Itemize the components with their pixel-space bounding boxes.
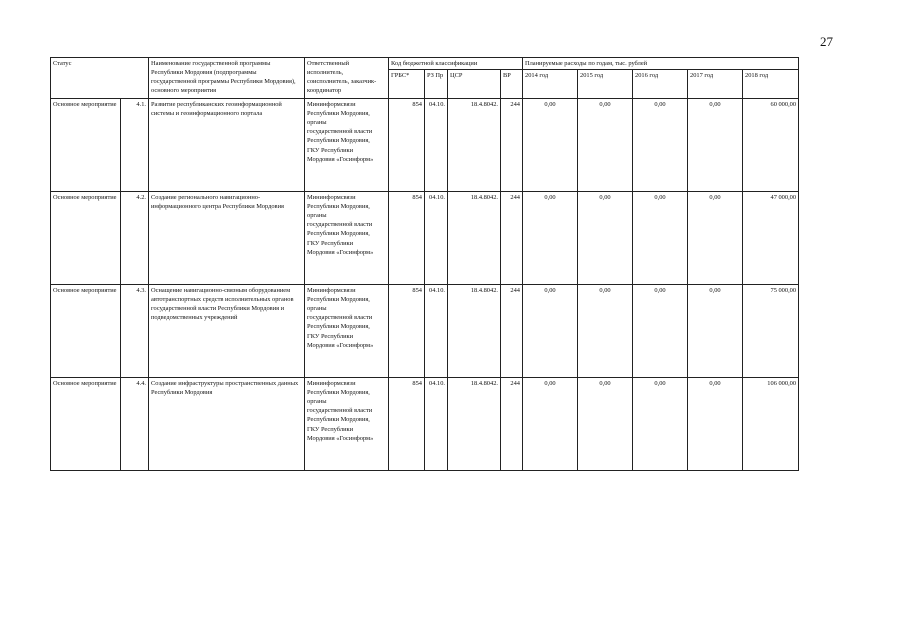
row-2017: 0,00 [688,285,743,378]
row-status: Основное мероприятие [51,192,121,285]
row-2014: 0,00 [523,378,578,471]
row-2016: 0,00 [633,192,688,285]
row-rz-pr: 04.10. [425,378,448,471]
page-number: 27 [820,34,833,49]
row-responsible [305,192,389,285]
header-budget-code: Код бюджетной классификации [389,58,523,70]
header-csr: ЦСР [448,70,501,99]
row-vr: 244 [501,192,523,285]
row-2014: 0,00 [523,99,578,192]
expenses-table [50,57,799,471]
row-2014: 0,00 [523,192,578,285]
row-vr: 244 [501,285,523,378]
row-responsible [305,378,389,471]
row-responsible-text: Мининформсвязи Республики Мордовия, органы государственной власти Республики Мордовия, ГКУ Республики Мордовия «Госинформ» [307,101,374,163]
row-name: Создание регионального навигационно-информационного центра Республики Мордовия [149,192,305,285]
row-2018: 75 000,00 [743,285,799,378]
row-grbs: 854 [389,192,425,285]
row-2017: 0,00 [688,192,743,285]
row-csr: 18.4.8042. [448,285,501,378]
row-responsible [305,285,389,378]
row-grbs: 854 [389,285,425,378]
header-year-2016: 2016 год [633,70,688,99]
row-2016: 0,00 [633,99,688,192]
table-row [51,378,799,471]
row-responsible [305,99,389,192]
header-expenses: Планируемые расходы по годам, тыс. рублей [523,58,799,70]
row-2017: 0,00 [688,378,743,471]
header-grbs: ГРБС* [389,70,425,99]
header-row [51,58,799,70]
row-2016: 0,00 [633,378,688,471]
row-rz-pr: 04.10. [425,192,448,285]
row-2015: 0,00 [578,99,633,192]
row-vr: 244 [501,378,523,471]
row-2015: 0,00 [578,378,633,471]
row-2014: 0,00 [523,285,578,378]
header-name: Наименование государственной программы Республики Мордовия (подпрограммы государственной программы Республики Мордовия), основного мероприятия [149,58,305,99]
row-2016: 0,00 [633,285,688,378]
row-csr: 18.4.8042. [448,192,501,285]
row-csr: 18.4.8042. [448,378,501,471]
header-year-2018: 2018 год [743,70,799,99]
row-grbs: 854 [389,378,425,471]
row-rz-pr: 04.10. [425,285,448,378]
row-2015: 0,00 [578,192,633,285]
row-name: Создание инфраструктуры пространственных данных Республики Мордовия [149,378,305,471]
header-year-2017: 2017 год [688,70,743,99]
row-responsible-text: Мининформсвязи Республики Мордовия, органы государственной власти Республики Мордовия, ГКУ Республики Мордовия «Госинформ» [307,194,374,256]
row-2018: 47 000,00 [743,192,799,285]
row-number: 4.4. [121,378,149,471]
row-2018: 106 000,00 [743,378,799,471]
row-status: Основное мероприятие [51,285,121,378]
row-number: 4.1. [121,99,149,192]
header-year-2014: 2014 год [523,70,578,99]
table-row [51,285,799,378]
row-number: 4.2. [121,192,149,285]
row-grbs: 854 [389,99,425,192]
row-responsible-text: Мининформсвязи Республики Мордовия, органы государственной власти Республики Мордовия, ГКУ Республики Мордовия «Госинформ» [307,380,374,442]
header-responsible: Ответственный исполнитель, соисполнитель, заказчик-координатор [305,58,389,99]
header-status: Статус [51,58,149,99]
row-name: Развитие республиканских геоинформационной системы и геоинформационного портала [149,99,305,192]
header-year-2015: 2015 год [578,70,633,99]
table-row [51,192,799,285]
row-status: Основное мероприятие [51,378,121,471]
header-vr: ВР [501,70,523,99]
header-rz-pr: РЗ Пр [425,70,448,99]
table-row [51,99,799,192]
row-number: 4.3. [121,285,149,378]
row-name: Оснащение навигационно-связным оборудованием автотранспортных средств исполнительных органов государственной власти Республики Мордовия и подведомственных учреждений [149,285,305,378]
row-2018: 60 000,00 [743,99,799,192]
row-rz-pr: 04.10. [425,99,448,192]
row-csr: 18.4.8042. [448,99,501,192]
row-responsible-text: Мининформсвязи Республики Мордовия, органы государственной власти Республики Мордовия, ГКУ Республики Мордовия «Госинформ» [307,287,374,349]
row-status: Основное мероприятие [51,99,121,192]
row-2015: 0,00 [578,285,633,378]
row-2017: 0,00 [688,99,743,192]
row-vr: 244 [501,99,523,192]
